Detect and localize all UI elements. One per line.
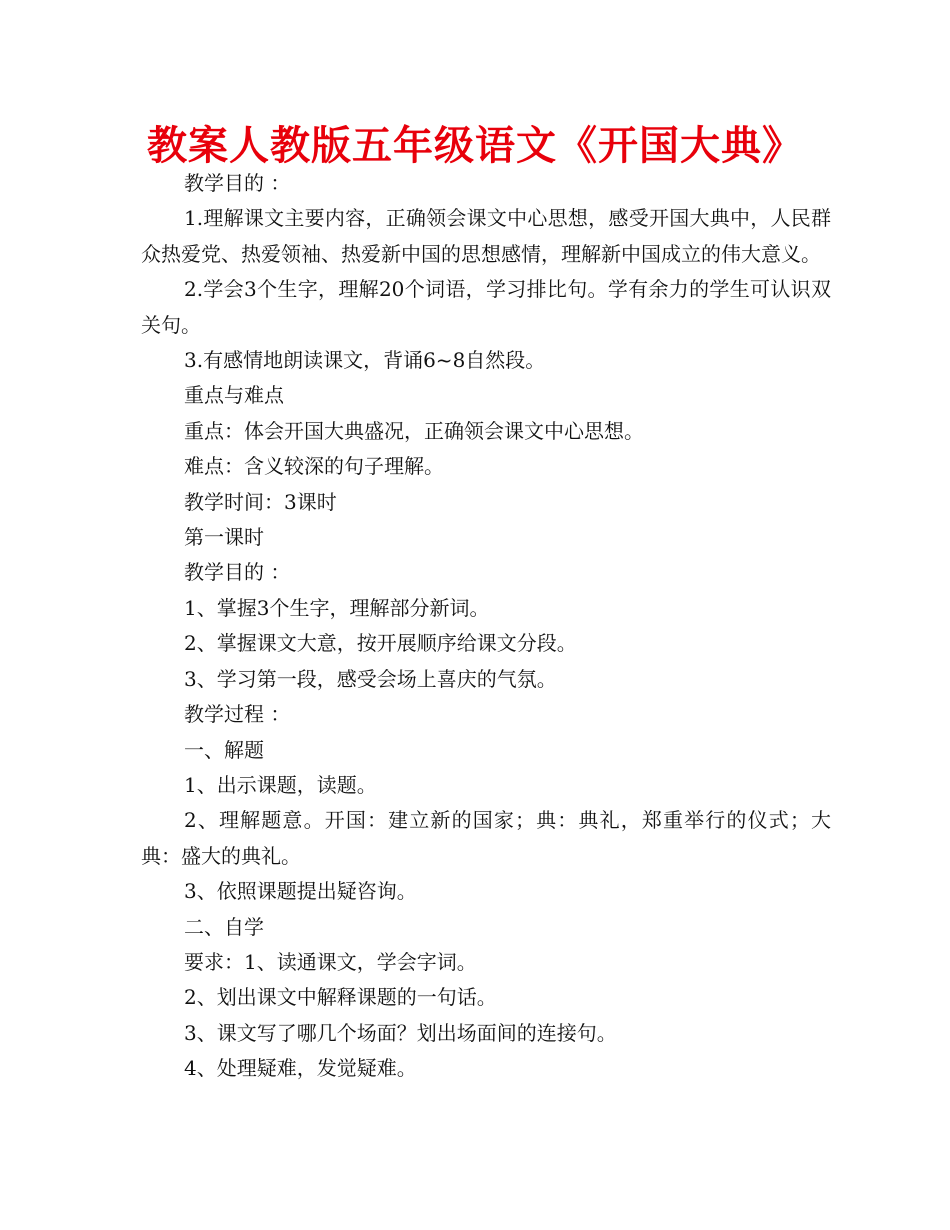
paragraph: 2、掌握课文大意，按开展顺序给课文分段。 — [184, 631, 577, 656]
paragraph: 1、掌握3个生字，理解部分新词。 — [184, 595, 490, 620]
document-title: 教案人教版五年级语文《开国大典》 — [147, 123, 803, 169]
paragraph: 3、依照课题提出疑咨询。 — [184, 879, 417, 904]
paragraph: 2.学会3个生字，理解20个词语，学习排比句。学有余力的学生可认识双关句。 — [141, 277, 831, 337]
section-heading: 重点与难点 — [184, 383, 284, 408]
paragraph: 3、学习第一段，感受会场上喜庆的气氛。 — [184, 666, 557, 691]
paragraph: 2、理解题意。开国：建立新的国家；典：典礼，郑重举行的仪式；大典：盛大的典礼。 — [141, 808, 831, 868]
paragraph: 教学过程 ： — [184, 702, 291, 727]
paragraph: 1、出示课题，读题。 — [184, 772, 377, 797]
paragraph: 重点：体会开国大典盛况，正确领会课文中心思想。 — [184, 418, 644, 443]
paragraph: 要求：1、读通课文，学会字词。 — [184, 949, 477, 974]
paragraph: 3.有感情地朗读课文，背诵6~8自然段。 — [184, 348, 546, 373]
paragraph: 难点：含义较深的句子理解。 — [184, 454, 444, 479]
paragraph: 教学目的 ： — [184, 560, 291, 585]
paragraph: 2、划出课文中解释课题的一句话。 — [184, 985, 497, 1010]
paragraph: 4、处理疑难，发觉疑难。 — [184, 1056, 417, 1081]
paragraph: 1.理解课文主要内容，正确领会课文中心思想，感受开国大典中，人民群众热爱党、热爱领袖、热爱新中国的思想感情，理解新中国成立的伟大意义。 — [141, 206, 831, 266]
document-body — [141, 166, 831, 1087]
paragraph: 3、课文写了哪几个场面？划出场面间的连接句。 — [184, 1020, 617, 1045]
section-heading: 二、自学 — [184, 914, 264, 939]
section-heading: 第一课时 — [184, 525, 264, 550]
section-heading: 一、解题 — [184, 737, 264, 762]
paragraph: 教学时间：3课时 — [184, 489, 337, 514]
paragraph: 教学目的 ： — [184, 171, 291, 195]
